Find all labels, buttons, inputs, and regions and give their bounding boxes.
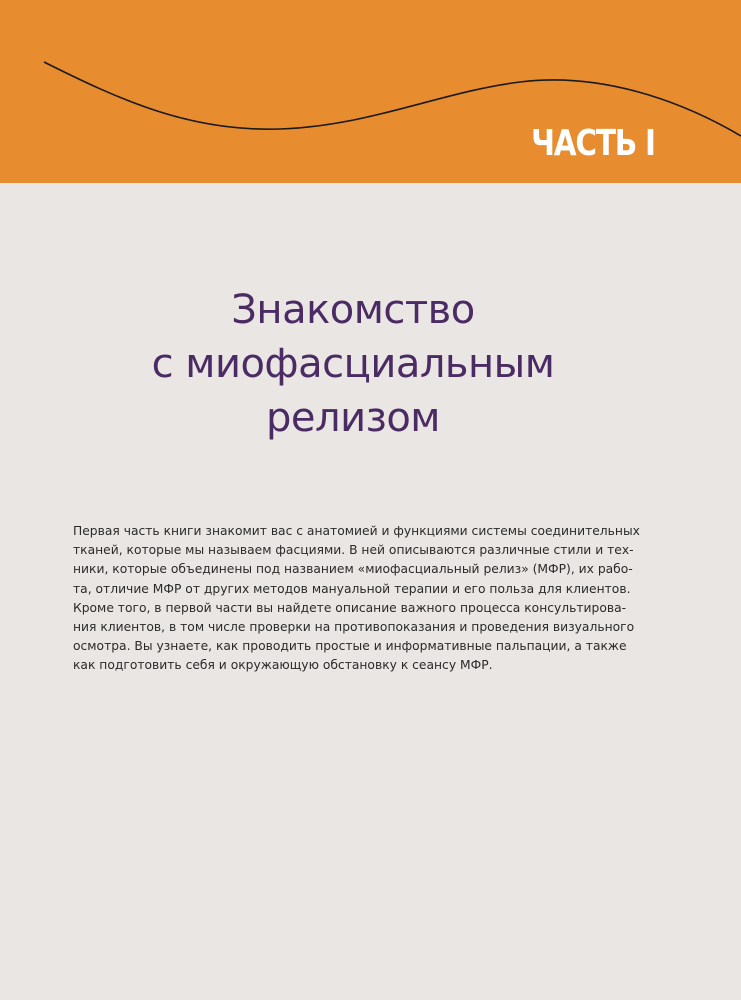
part-banner [0,0,741,183]
intro-line: Первая часть книги знакомит вас с анатомией и функциями системы соединительных [73,524,640,538]
intro-line: осмотра. Вы узнаете, как проводить простые и информативные пальпации, а также [73,639,627,654]
chapter-title [0,283,706,445]
chapter-title-line: Знакомство [231,287,475,333]
intro-line: Кроме того, в первой части вы найдете описание важного процесса консультирова- [73,600,627,615]
intro-line: ния клиентов, в том числе проверки на противопоказания и проведения визуального [73,620,635,635]
intro-line: как подготовить себя и окружающую обстановку к сеансу МФР. [73,658,493,673]
intro-paragraph [73,522,640,676]
part-label: ЧАСТЬ I [531,123,655,164]
intro-line: ники, которые объединены под названием «миофасциальный релиз» (МФР), их рабо- [73,562,633,577]
intro-line: тканей, которые мы называем фасциями. В ней описываются различные стили и тех- [73,543,634,558]
chapter-title-line: релизом [266,395,440,441]
chapter-title-line: с миофасциальным [151,341,555,387]
intro-line: та, отличие МФР от других методов мануальной терапии и его польза для клиентов. [73,581,631,596]
